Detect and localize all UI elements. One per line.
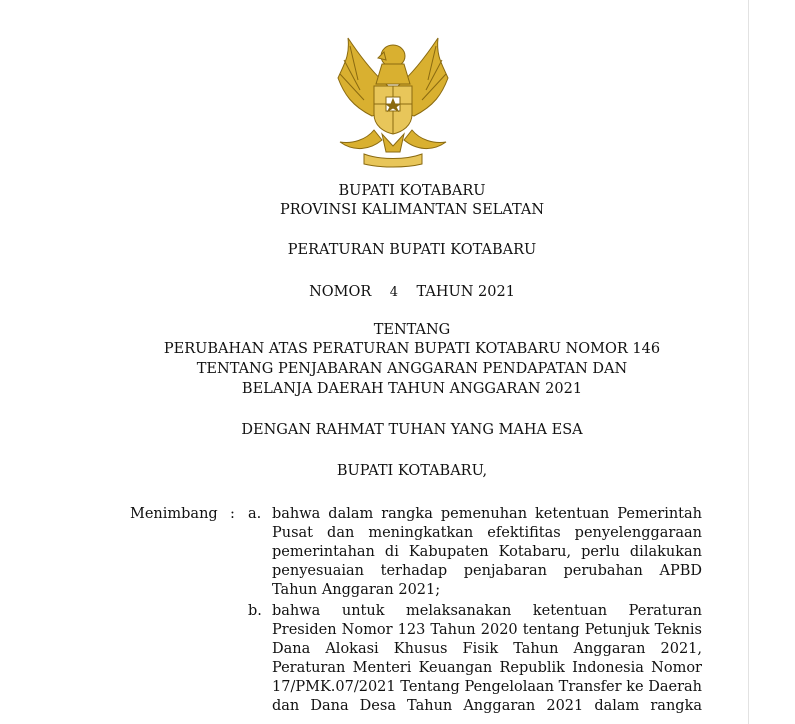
regulation-subject-line-1: PERUBAHAN ATAS PERATURAN BUPATI KOTABARU NOMOR 146 <box>163 341 661 357</box>
regulation-subject-line-3: BELANJA DAERAH TAHUN ANGGARAN 2021 <box>241 381 583 397</box>
regulation-number-line <box>130 283 694 302</box>
considering-label: Menimbang <box>130 506 218 522</box>
item-b-line: bahwa untuk melaksanakan ketentuan Peraturan <box>272 603 702 619</box>
page-edge-divider <box>748 0 749 724</box>
year-label: TAHUN 2021 <box>416 284 515 300</box>
item-b-line: Dana Alokasi Khusus Fisik Tahun Anggaran 2021, <box>272 641 702 657</box>
item-a-marker: a. <box>248 506 262 522</box>
item-b-line: Presiden Nomor 123 Tahun 2020 tentang Petunjuk Teknis <box>272 622 702 638</box>
about-heading: TENTANG <box>373 322 451 338</box>
item-b-paragraph <box>272 602 702 716</box>
regulation-subject-line-2: TENTANG PENJABARAN ANGGARAN PENDAPATAN DAN <box>196 361 628 377</box>
official-title: BUPATI KOTABARU, <box>336 463 488 479</box>
number-label: NOMOR <box>309 284 372 300</box>
item-a-line: Pusat dan meningkatkan efektifitas penyelenggaraan <box>272 525 702 541</box>
blessing-line: DENGAN RAHMAT TUHAN YANG MAHA ESA <box>241 422 583 438</box>
item-b-marker: b. <box>248 603 262 619</box>
issuer-title: BUPATI KOTABARU <box>338 183 486 199</box>
item-a-line: bahwa dalam rangka pemenuhan ketentuan Pemerintah <box>272 506 702 522</box>
number-value: 4 <box>389 285 399 300</box>
regulation-title: PERATURAN BUPATI KOTABARU <box>287 242 537 258</box>
item-b-line: dan Dana Desa Tahun Anggaran 2021 dalam rangka <box>272 698 702 714</box>
item-b-line: Peraturan Menteri Keuangan Republik Indonesia Nomor <box>272 660 702 676</box>
item-a-line: Tahun Anggaran 2021; <box>272 582 441 598</box>
item-b-line: 17/PMK.07/2021 Tentang Pengelolaan Transfer ke Daerah <box>272 679 702 695</box>
province-title: PROVINSI KALIMANTAN SELATAN <box>279 202 545 218</box>
item-a-paragraph <box>272 505 702 600</box>
item-a-line: penyesuaian terhadap penjabaran perubahan APBD <box>272 563 702 579</box>
garuda-emblem-icon <box>330 34 456 170</box>
item-a-line: pemerintahan di Kabupaten Kotabaru, perlu dilakukan <box>272 544 702 560</box>
considering-colon: : <box>230 506 235 522</box>
